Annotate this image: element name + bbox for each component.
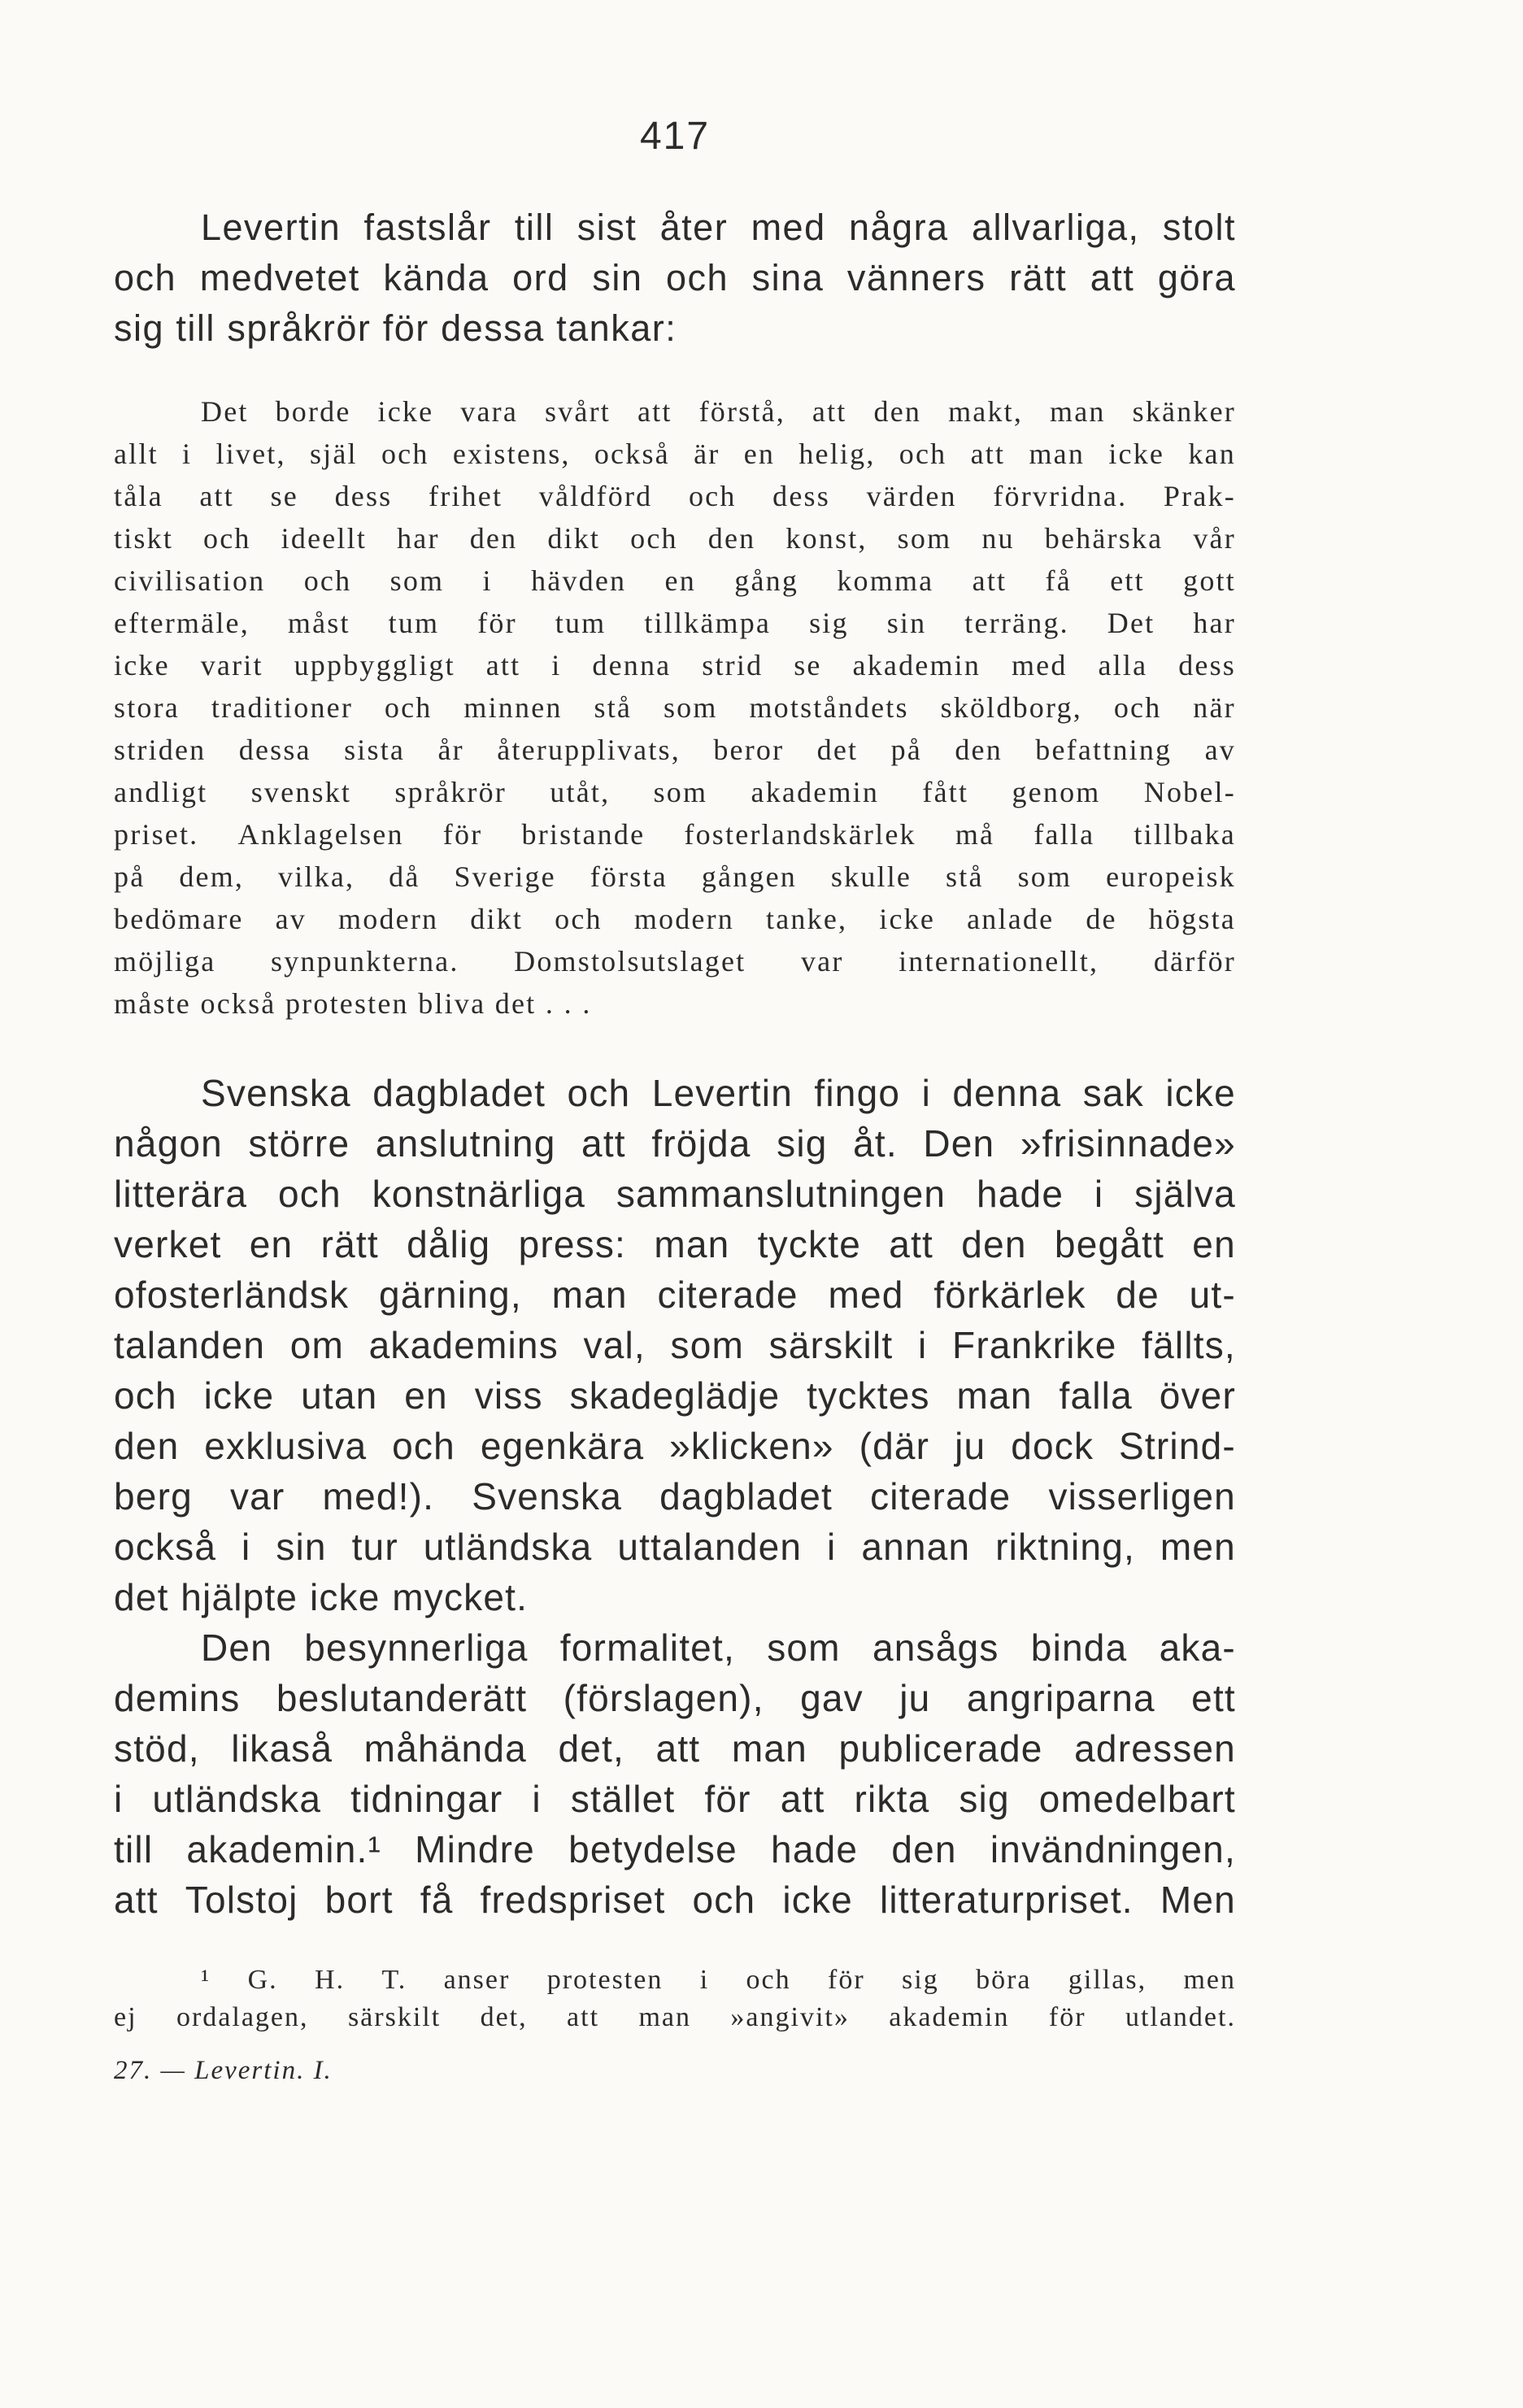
text-line: icke varit uppbyggligt att i denna strid se akademin med alla dess	[114, 649, 1236, 681]
text-line: stora traditioner och minnen stå som motståndets sköldborg, och när	[114, 691, 1236, 724]
text-line: striden dessa sista år återupplivats, beror det på den befattning av	[114, 734, 1236, 766]
text-line: civilisation och som i hävden en gång komma att få ett gott	[114, 564, 1236, 597]
page-number: 417	[639, 115, 711, 158]
text-line: att Tolstoj bort få fredspriset och icke litteraturpriset. Men	[114, 1879, 1236, 1921]
text-line: måste också protesten bliva det . . .	[114, 987, 592, 1020]
text-line: talanden om akademins val, som särskilt i Frankrike fällts,	[114, 1324, 1236, 1366]
footnote-line: ¹ G. H. T. anser protesten i och för sig böra gillas, men	[201, 1965, 1236, 1995]
text-line: på dem, vilka, då Sverige första gången skulle stå som europeisk	[114, 860, 1236, 893]
text-line: det hjälpte icke mycket.	[114, 1576, 529, 1618]
signature-mark: 27. — Levertin. I.	[114, 2056, 333, 2085]
text-line: demins beslutanderätt (förslagen), gav ju angriparna ett	[114, 1677, 1236, 1719]
text-line: tåla att se dess frihet våldförd och dess värden förvridna. Prak-	[114, 480, 1236, 512]
text-line: någon större anslutning att fröjda sig åt. Den »frisinnade»	[114, 1122, 1236, 1165]
text-line: möjliga synpunkterna. Domstolsutslaget var internationellt, därför	[114, 945, 1236, 978]
text-line: Svenska dagbladet och Levertin fingo i denna sak icke	[201, 1072, 1236, 1114]
text-line: den exklusiva och egenkära »klicken» (där ju dock Strind-	[114, 1425, 1236, 1467]
text-line: eftermäle, måst tum för tum tillkämpa sig sin terräng. Det har	[114, 607, 1236, 639]
text-line: bedömare av modern dikt och modern tanke, icke anlade de högsta	[114, 903, 1236, 935]
text-line: Det borde icke vara svårt att förstå, att den makt, man skänker	[201, 395, 1236, 428]
text-line: berg var med!). Svenska dagbladet citerade visserligen	[114, 1475, 1236, 1518]
text-line: andligt svenskt språkrör utåt, som akademin fått genom Nobel-	[114, 776, 1236, 808]
text-line: sig till språkrör för dessa tankar:	[114, 307, 677, 349]
text-line: allt i livet, själ och existens, också är en helig, och att man icke kan	[114, 438, 1236, 470]
footnote-line: ej ordalagen, särskilt det, att man »angivit» akademin för utlandet.	[114, 2002, 1236, 2032]
text-line: stöd, likaså måhända det, att man publicerade adressen	[114, 1727, 1236, 1770]
text-line: och medvetet kända ord sin och sina vänners rätt att göra	[114, 257, 1236, 298]
text-line: litterära och konstnärliga sammanslutningen hade i själva	[114, 1173, 1236, 1215]
text-line: ofosterländsk gärning, man citerade med förkärlek de ut-	[114, 1274, 1236, 1316]
text-line: till akademin.¹ Mindre betydelse hade den invändningen,	[114, 1828, 1236, 1870]
text-line: verket en rätt dålig press: man tyckte att den begått en	[114, 1223, 1236, 1265]
text-line: också i sin tur utländska uttalanden i annan riktning, men	[114, 1526, 1236, 1568]
text-line: Den besynnerliga formalitet, som ansågs binda aka-	[201, 1626, 1236, 1669]
text-line: Levertin fastslår till sist åter med några allvarliga, stolt	[201, 207, 1236, 248]
text-line: och icke utan en viss skadeglädje tycktes man falla över	[114, 1374, 1236, 1417]
text-line: tiskt och ideellt har den dikt och den konst, som nu behärska vår	[114, 522, 1236, 555]
text-line: priset. Anklagelsen för bristande fosterlandskärlek må falla tillbaka	[114, 818, 1236, 851]
text-line: i utländska tidningar i stället för att rikta sig omedelbart	[114, 1778, 1236, 1820]
